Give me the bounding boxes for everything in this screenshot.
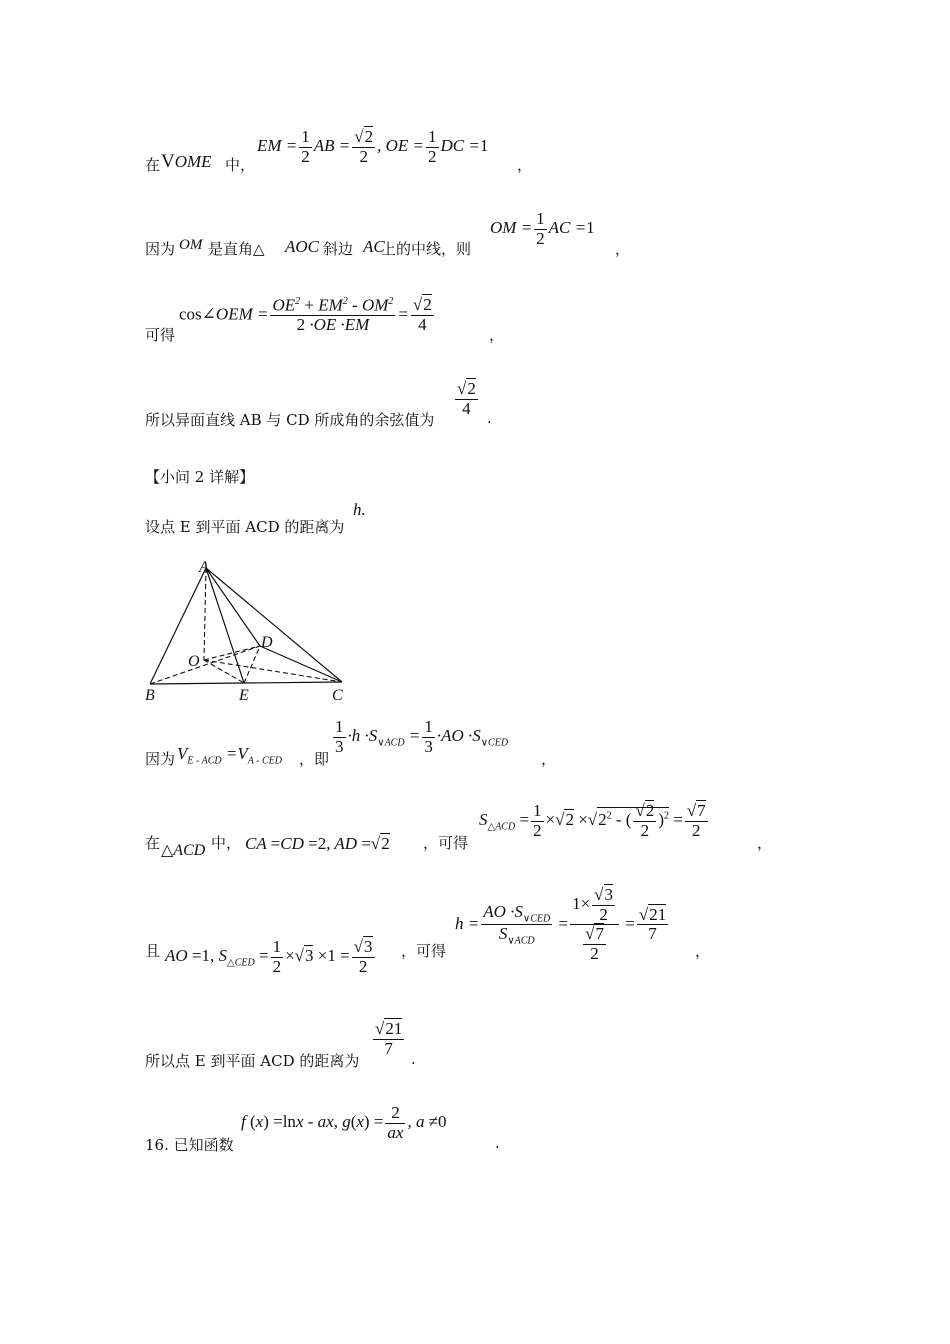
line1-suffix: ， — [517, 156, 533, 174]
line8-mid: ，可得 — [401, 942, 447, 960]
line10-suffix: . — [495, 1134, 500, 1152]
label-B: B — [145, 687, 155, 704]
line1-prefix: 在 — [145, 156, 161, 174]
line8-suffix: ， — [695, 942, 711, 960]
label-D: D — [261, 634, 273, 651]
line9-value: $\frac{√21}{7}$ — [375, 1019, 403, 1058]
line7-eq1: CA =CD =2, AD =√2 — [245, 834, 390, 853]
line7-prefix: 在 — [145, 834, 161, 852]
line2-equation: OM = $\frac{1}{2}$ AC =1 — [490, 209, 595, 248]
line2-ac: AC — [363, 237, 385, 256]
label-C: C — [332, 687, 343, 704]
line6-mid: ，即 — [299, 750, 330, 768]
line1-equation: EM = $\frac{1}{2}$ AB = $\frac{√2}{2}$ , OE = $\frac{1}{2}$ DC =1 — [257, 127, 489, 166]
section-2-title: 【小问 2 详解】 — [145, 468, 255, 486]
line5-var: h. — [353, 500, 366, 519]
line6-prefix: 因为 — [145, 750, 176, 768]
line6-suffix: ， — [541, 750, 557, 768]
line2-aoc: AOC — [285, 237, 319, 256]
line1-mid: 中， — [225, 156, 256, 174]
line3-prefix: 可得 — [145, 326, 176, 344]
line10-text: 16. 已知函数 — [145, 1136, 234, 1154]
line8-prefix: 且 — [145, 942, 161, 960]
line1-triangle: VOME — [161, 151, 212, 172]
line7-mid2: ，可得 — [423, 834, 469, 852]
line10-eq: f (x) =lnx - ax, g(x) = $\frac{2}{ax}$ , a ≠0 — [241, 1103, 447, 1142]
line4-suffix: . — [487, 409, 492, 427]
line7-tri: △ACD — [161, 842, 206, 859]
line7-eq2: $S_{\triangle ACD}$ = $\frac{1}{2}$ $\times√2 \times√2^2$ - ( $\frac{√2}{2}$ )$^2$ = $\frac{√7}{2}$ — [479, 801, 706, 840]
line9-suffix: . — [411, 1050, 416, 1068]
line4-text: 所以异面直线 AB 与 CD 所成角的余弦值为 — [145, 411, 435, 429]
line2-om: OM — [179, 237, 203, 253]
line2-suffix: ， — [615, 240, 631, 258]
label-A: A — [199, 559, 209, 576]
line2-text2: 斜边 — [323, 240, 354, 258]
line4-value: $\frac{√2}{4}$ — [457, 379, 476, 418]
line3-suffix: ， — [489, 326, 505, 344]
line2-text: 是直角△ — [208, 240, 265, 258]
line2-prefix: 因为 — [145, 240, 176, 258]
line8-eq2: h = $\frac{AO \cdot S_{\vee CED}}{S_{\vee ACD}}$ = 1× $\frac{√3}{2}$ $\frac{√7}{2}$ = $\frac{√21}{7}$ — [455, 885, 667, 964]
label-E: E — [239, 687, 249, 704]
line3-equation: cos∠OEM = $\frac{OE^2 + EM^2 - OM^2}{2 \cdot OE \cdot EM}$ = $\frac{√2}{4}$ — [179, 295, 432, 335]
line2-text3: 上的中线，则 — [381, 240, 472, 258]
line6-eq1: $V_{E - ACD} =V_{A - CED}$ — [177, 744, 283, 767]
line5-text: 设点 E 到平面 ACD 的距离为 — [145, 518, 345, 536]
line8-eq1: AO =1, $S_{\triangle CED}$ = $\frac{1}{2}$ ×√3 ×1 = $\frac{√3}{2}$ — [165, 937, 373, 976]
tetrahedron-figure — [140, 556, 355, 706]
line7-mid: 中， — [211, 834, 242, 852]
line6-eq2: $\frac{1}{3}$ $\cdot h \cdot S_{\vee ACD}$ = $\frac{1}{3}$ $\cdot AO \cdot S_{\vee CED}$ — [335, 717, 509, 756]
line7-suffix: ， — [757, 834, 773, 852]
line9-text: 所以点 E 到平面 ACD 的距离为 — [145, 1052, 360, 1070]
label-O: O — [188, 653, 200, 670]
